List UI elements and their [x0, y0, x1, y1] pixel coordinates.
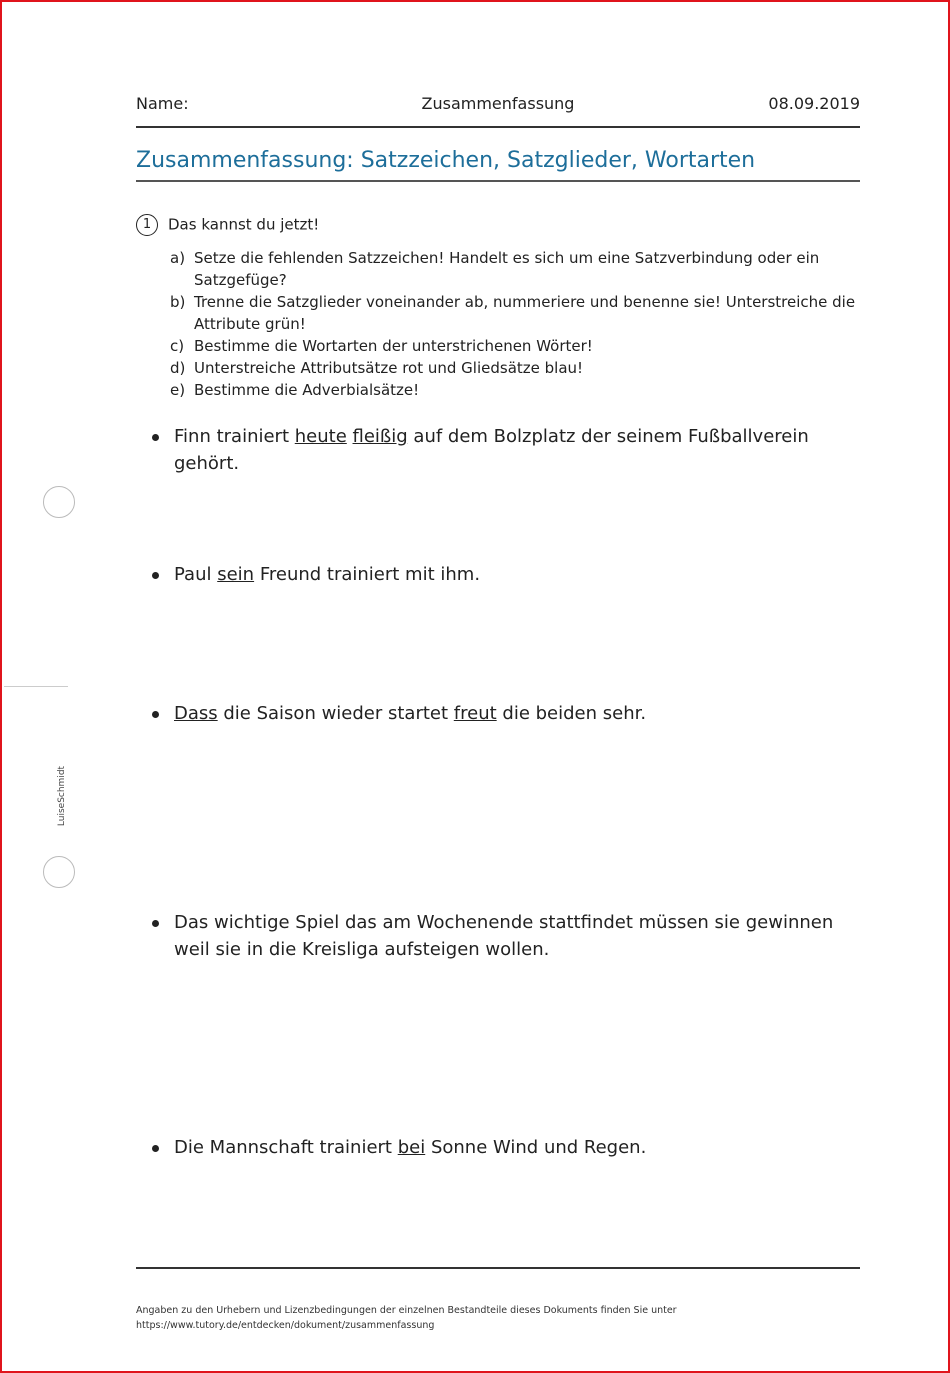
page-title: Zusammenfassung: Satzzeichen, Satzglieder, Wortarten — [136, 148, 860, 182]
exercise-sentence-4 — [150, 909, 840, 963]
subtask-letter: c) — [170, 337, 185, 355]
subtask-list — [170, 247, 860, 401]
exercise-sentence-2 — [150, 561, 840, 588]
bullet-icon — [152, 920, 159, 927]
subtask-letter: b) — [170, 293, 186, 311]
exercise-sentence-3 — [150, 700, 840, 727]
task-heading-text: Das kannst du jetzt! — [168, 215, 320, 234]
subtask-item — [170, 247, 860, 291]
subtask-text: Trenne die Satzglieder voneinander ab, nummeriere und benenne sie! Unterstreiche die Attribute grün! — [194, 293, 856, 333]
sentence-text: Dass die Saison wieder startet freut die beiden sehr. — [174, 703, 647, 724]
sentence-text: Finn trainiert heute fleißig auf dem Bolzplatz der seinem Fußballverein gehört. — [174, 426, 809, 474]
sentence-text: Das wichtige Spiel das am Wochenende stattfindet müssen sie gewinnen weil sie in die Kreisliga aufsteigen wollen. — [174, 912, 834, 960]
subtask-item — [170, 291, 860, 335]
bullet-icon — [152, 711, 159, 718]
subtask-text: Bestimme die Wortarten der unterstrichenen Wörter! — [194, 337, 593, 355]
footer-url[interactable]: https://www.tutory.de/entdecken/dokument/zusammenfassung — [136, 1320, 435, 1331]
task-heading — [136, 214, 319, 236]
footer — [136, 1303, 860, 1333]
subtask-text: Bestimme die Adverbialsätze! — [194, 381, 420, 399]
subtask-item — [170, 357, 860, 379]
punch-hole-mark — [43, 856, 75, 888]
subtask-text: Unterstreiche Attributsätze rot und Gliedsätze blau! — [194, 359, 584, 377]
bullet-icon — [152, 572, 159, 579]
header-date: 08.09.2019 — [768, 94, 860, 113]
page-header — [136, 92, 860, 128]
sentence-text: Paul sein Freund trainiert mit ihm. — [174, 564, 481, 585]
footer-divider — [136, 1267, 860, 1269]
task-number: 1 — [136, 214, 158, 236]
author-name: LuiseSchmidt — [57, 765, 67, 827]
sentence-text: Die Mannschaft trainiert bei Sonne Wind und Regen. — [174, 1137, 647, 1158]
footer-license-text: Angaben zu den Urhebern und Lizenzbedingungen der einzelnen Bestandteile dieses Dokuments finden Sie unter — [136, 1305, 677, 1316]
punch-hole-mark — [43, 486, 75, 518]
bullet-icon — [152, 1145, 159, 1152]
fold-mark — [4, 686, 68, 687]
exercise-sentence-1 — [150, 423, 840, 477]
header-title: Zusammenfassung — [421, 94, 575, 113]
exercise-sentence-5 — [150, 1134, 840, 1161]
bullet-icon — [152, 434, 159, 441]
name-label: Name: — [136, 94, 189, 113]
subtask-letter: a) — [170, 249, 186, 267]
subtask-letter: e) — [170, 381, 186, 399]
subtask-item — [170, 335, 860, 357]
subtask-item — [170, 379, 860, 401]
subtask-letter: d) — [170, 359, 186, 377]
subtask-text: Setze die fehlenden Satzzeichen! Handelt es sich um eine Satzverbindung oder ein Satzgefüge? — [194, 249, 820, 289]
